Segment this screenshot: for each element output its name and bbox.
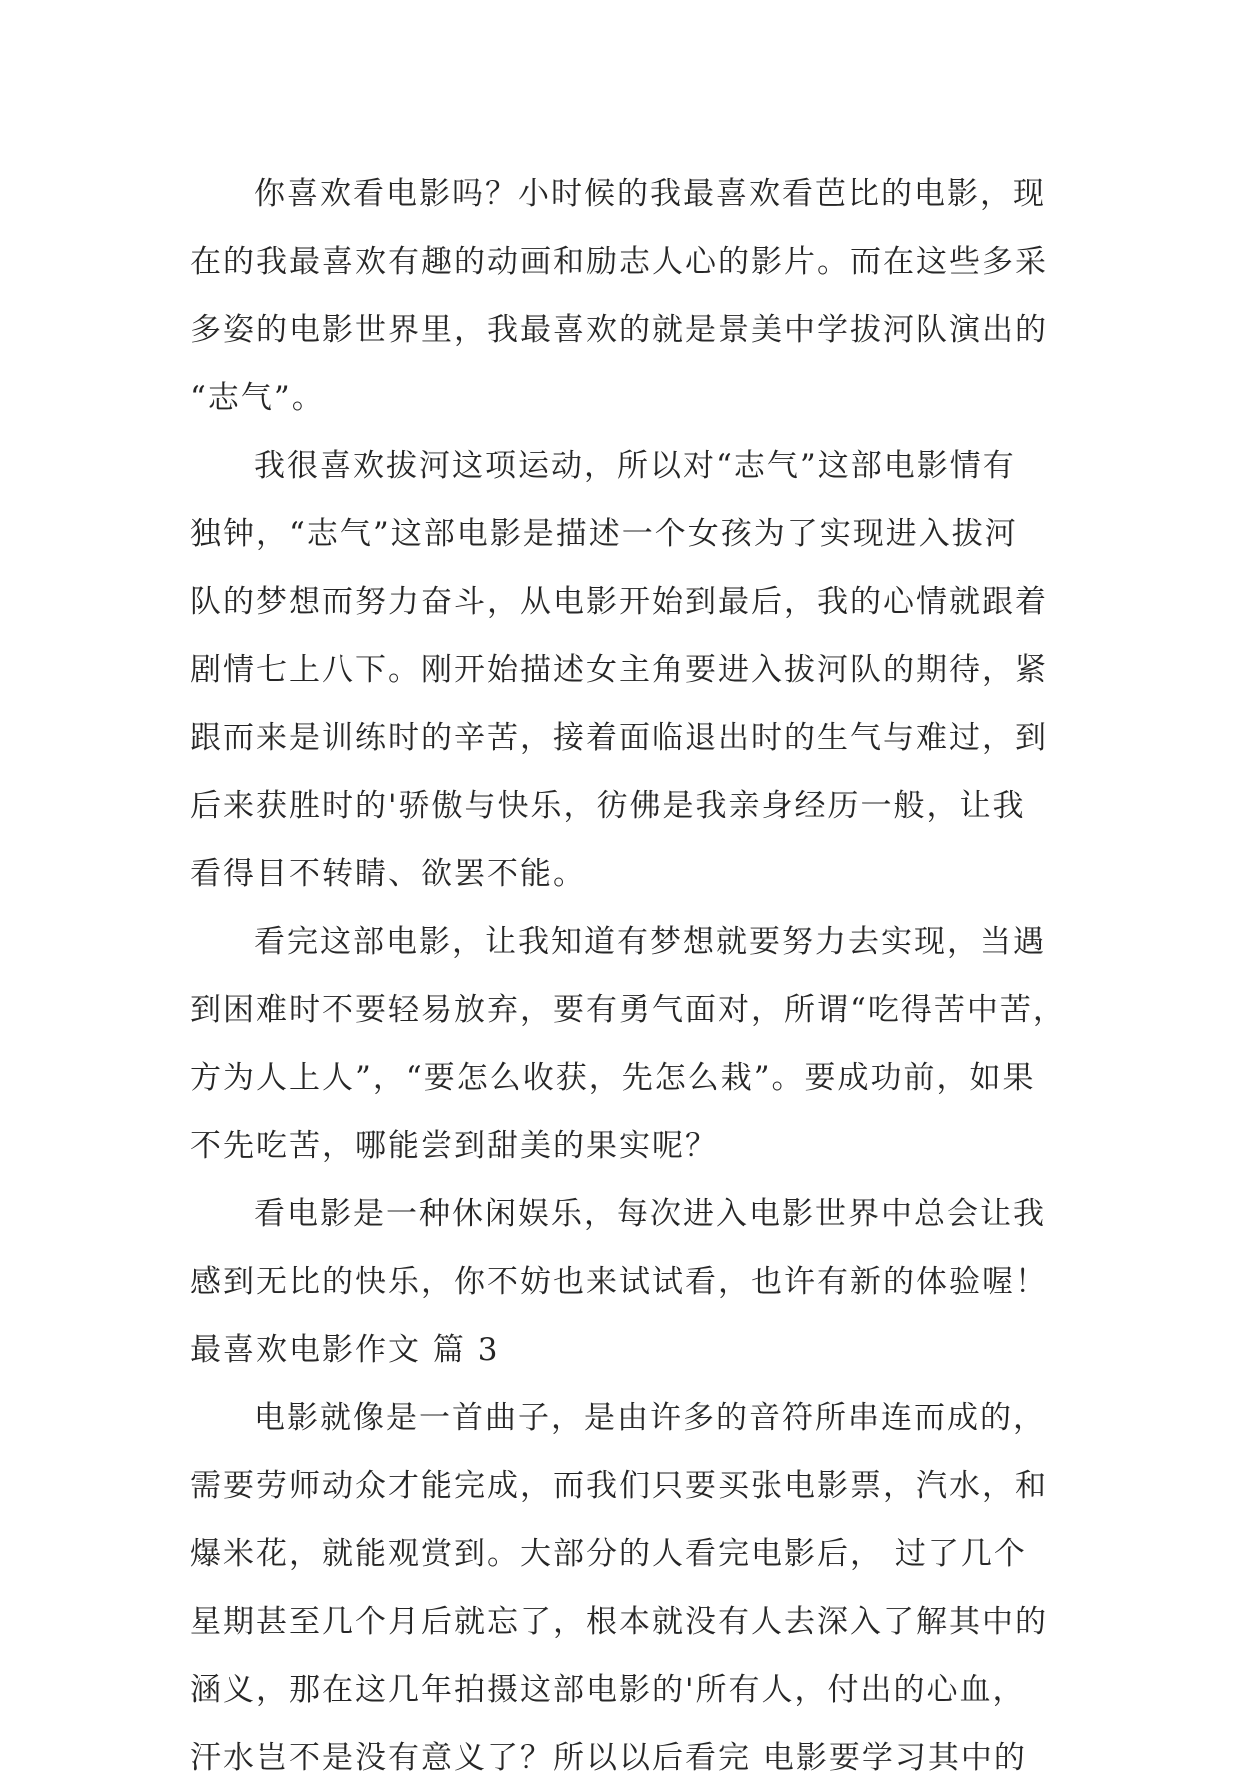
paragraph-5-line-5: 涵义，那在这几年拍摄这部电影的'所有人，付出的心血， — [190, 1672, 1026, 1708]
paragraph-2-line-1: 我很喜欢拔河这项运动，所以对“志气”这部电影情有 — [254, 448, 1016, 484]
paragraph-4-line-2: 感到无比的快乐，你不妨也来试试看，也许有新的体验喔！ — [190, 1264, 1048, 1300]
paragraph-3-line-2: 到困难时不要轻易放弃，要有勇气面对，所谓“吃得苦中苦， — [190, 992, 1066, 1028]
paragraph-3-line-4: 不先吃苦，哪能尝到甜美的果实呢？ — [190, 1128, 718, 1164]
paragraph-2-line-7: 看得目不转睛、欲罢不能。 — [190, 856, 586, 892]
paragraph-5-line-3: 爆米花，就能观赏到。大部分的人看完电影后， 过了几个 — [190, 1536, 1027, 1572]
paragraph-1-line-1: 你喜欢看电影吗？小时候的我最喜欢看芭比的电影，现 — [254, 176, 1046, 212]
paragraph-1-line-2: 在的我最喜欢有趣的动画和励志人心的影片。而在这些多采 — [190, 244, 1048, 280]
paragraph-5-line-1: 电影就像是一首曲子，是由许多的音符所串连而成的， — [254, 1400, 1046, 1436]
paragraph-3-line-3: 方为人上人”，“要怎么收获，先怎么栽”。要成功前，如果 — [190, 1060, 1036, 1096]
paragraph-5-line-6: 汗水岂不是没有意义了？所以以后看完 电影要学习其中的 — [190, 1740, 1027, 1776]
paragraph-2-line-5: 跟而来是训练时的辛苦，接着面临退出时的生气与难过，到 — [190, 720, 1048, 756]
paragraph-2-line-4: 剧情七上八下。刚开始描述女主角要进入拔河队的期待，紧 — [190, 652, 1048, 688]
essay-body — [190, 160, 1066, 1792]
paragraph-4-line-1: 看电影是一种休闲娱乐，每次进入电影世界中总会让我 — [254, 1196, 1046, 1232]
paragraph-2-line-2: 独钟，“志气”这部电影是描述一个女孩为了实现进入拔河 — [190, 516, 1018, 552]
paragraph-2-line-3: 队的梦想而努力奋斗，从电影开始到最后，我的心情就跟着 — [190, 584, 1048, 620]
section-heading: 最喜欢电影作文 篇 3 — [190, 1332, 500, 1368]
paragraph-1-line-4: “志气”。 — [190, 380, 325, 416]
paragraph-2-line-6: 后来获胜时的'骄傲与快乐，彷佛是我亲身经历一般，让我 — [190, 788, 1026, 824]
paragraph-3-line-1: 看完这部电影，让我知道有梦想就要努力去实现，当遇 — [254, 924, 1046, 960]
paragraph-1-line-3: 多姿的电影世界里，我最喜欢的就是景美中学拔河队演出的 — [190, 312, 1048, 348]
paragraph-5-line-2: 需要劳师动众才能完成，而我们只要买张电影票，汽水，和 — [190, 1468, 1048, 1504]
paragraph-5-line-4: 星期甚至几个月后就忘了，根本就没有人去深入了解其中的 — [190, 1604, 1048, 1640]
